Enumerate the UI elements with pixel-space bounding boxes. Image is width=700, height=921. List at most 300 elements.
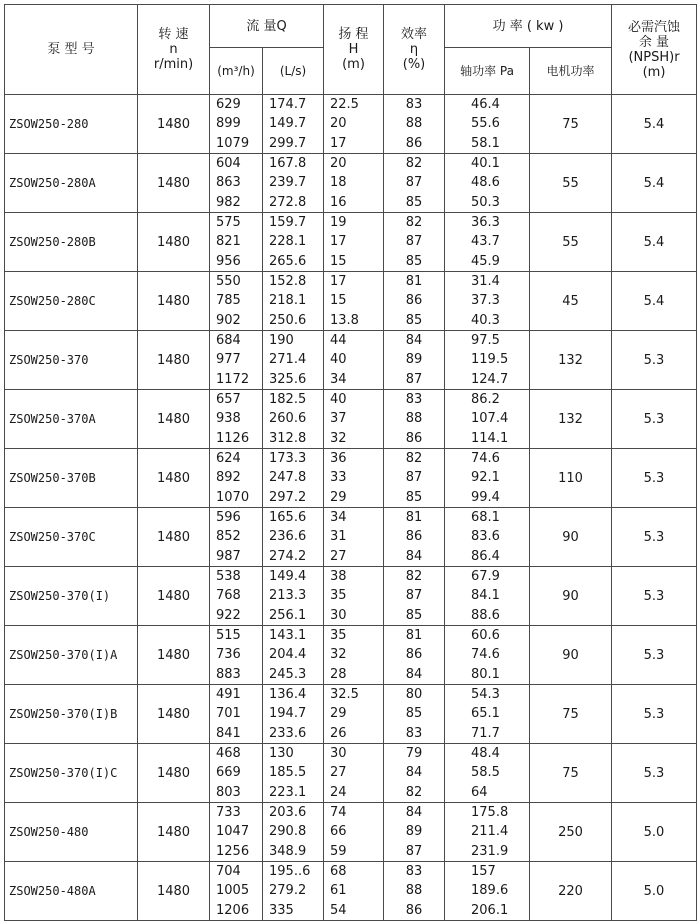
header-power: 功 率 ( kw ) [445, 5, 612, 48]
flow-m3h-value: 785 [216, 293, 241, 309]
table-row [5, 862, 697, 921]
flow-ls-cell [263, 508, 324, 567]
table-row [5, 272, 697, 331]
pump-model-cell: ZSOW250-370(I) [5, 567, 138, 626]
flow-ls-value: 256.1 [269, 607, 307, 623]
head-cell [324, 390, 384, 449]
head-value: 15 [330, 293, 347, 309]
flow-ls-value: 149.4 [269, 569, 307, 585]
header-motor-power: 电机功率 [530, 48, 612, 95]
efficiency-value: 88 [405, 883, 423, 899]
flow-ls-value: 195..6 [269, 864, 311, 880]
flow-m3h-value: 550 [216, 274, 241, 290]
flow-m3h-value: 1079 [216, 135, 250, 151]
head-cell [324, 862, 384, 921]
flow-m3h-value: 515 [216, 628, 241, 644]
flow-m3h-cell [210, 744, 263, 803]
shaft-power-value: 65.1 [471, 706, 500, 722]
head-value: 35 [330, 628, 347, 644]
npsh-cell: 5.4 [612, 272, 697, 331]
flow-m3h-value: 841 [216, 725, 241, 741]
head-value: 29 [330, 706, 347, 722]
efficiency-value: 88 [405, 116, 423, 132]
flow-ls-cell [263, 744, 324, 803]
flow-ls-value: 136.4 [269, 687, 307, 703]
flow-m3h-value: 1256 [216, 843, 250, 859]
shaft-power-value: 189.6 [471, 883, 509, 899]
header-speed [138, 5, 210, 95]
flow-ls-value: 213.3 [269, 588, 307, 604]
shaft-power-value: 68.1 [471, 510, 500, 526]
speed-cell: 1480 [138, 744, 210, 803]
efficiency-value: 85 [405, 253, 423, 269]
head-value: 61 [330, 883, 347, 899]
flow-ls-value: 297.2 [269, 489, 307, 505]
flow-m3h-value: 596 [216, 510, 241, 526]
flow-m3h-value: 821 [216, 234, 241, 250]
head-value: 40 [330, 352, 347, 368]
efficiency-cell [384, 567, 445, 626]
head-cell [324, 685, 384, 744]
flow-ls-value: 247.8 [269, 470, 307, 486]
motor-power-cell: 90 [530, 567, 612, 626]
flow-m3h-value: 701 [216, 706, 241, 722]
speed-cell: 1480 [138, 213, 210, 272]
head-value: 33 [330, 470, 347, 486]
motor-power-cell: 75 [530, 685, 612, 744]
header-eff-symbol: η [409, 42, 419, 57]
motor-power-cell: 75 [530, 95, 612, 154]
shaft-power-value: 97.5 [471, 333, 500, 349]
flow-ls-value: 152.8 [269, 274, 307, 290]
motor-power-cell: 132 [530, 390, 612, 449]
head-value: 20 [330, 156, 347, 172]
flow-ls-cell [263, 626, 324, 685]
efficiency-value: 82 [405, 215, 423, 231]
flow-ls-cell [263, 449, 324, 508]
header-speed-unit: r/min) [153, 57, 194, 72]
motor-power-cell: 220 [530, 862, 612, 921]
head-cell [324, 154, 384, 213]
head-value: 35 [330, 588, 347, 604]
efficiency-value: 86 [405, 135, 423, 151]
speed-cell: 1480 [138, 508, 210, 567]
head-value: 29 [330, 489, 347, 505]
head-value: 24 [330, 784, 347, 800]
flow-ls-value: 325.6 [269, 371, 307, 387]
flow-ls-cell [263, 567, 324, 626]
flow-ls-cell [263, 272, 324, 331]
pump-model-cell: ZSOW250-370C [5, 508, 138, 567]
flow-m3h-value: 736 [216, 647, 241, 663]
flow-ls-value: 194.7 [269, 706, 307, 722]
flow-ls-value: 173.3 [269, 451, 307, 467]
flow-ls-value: 260.6 [269, 411, 307, 427]
header-flow-ls: (L/s) [263, 48, 324, 95]
speed-cell: 1480 [138, 626, 210, 685]
shaft-power-value: 55.6 [471, 116, 500, 132]
speed-cell: 1480 [138, 95, 210, 154]
efficiency-value: 84 [405, 805, 423, 821]
table-row [5, 95, 697, 154]
npsh-cell: 5.4 [612, 95, 697, 154]
header-head [324, 5, 384, 95]
flow-m3h-value: 863 [216, 175, 241, 191]
flow-ls-value: 182.5 [269, 392, 307, 408]
flow-m3h-value: 733 [216, 805, 241, 821]
head-value: 31 [330, 529, 347, 545]
npsh-cell: 5.4 [612, 213, 697, 272]
head-value: 27 [330, 765, 347, 781]
flow-m3h-cell [210, 626, 263, 685]
flow-ls-cell [263, 390, 324, 449]
flow-ls-value: 239.7 [269, 175, 307, 191]
shaft-power-value: 74.6 [471, 647, 500, 663]
head-cell [324, 213, 384, 272]
head-value: 17 [330, 274, 347, 290]
flow-ls-value: 143.1 [269, 628, 307, 644]
efficiency-value: 84 [405, 548, 423, 564]
head-value: 40 [330, 392, 347, 408]
head-cell [324, 331, 384, 390]
shaft-power-cell [445, 803, 530, 862]
shaft-power-value: 58.1 [471, 135, 500, 151]
efficiency-value: 81 [405, 274, 423, 290]
shaft-power-value: 86.2 [471, 392, 500, 408]
pump-model-cell: ZSOW250-480A [5, 862, 138, 921]
head-cell [324, 626, 384, 685]
shaft-power-value: 124.7 [471, 371, 509, 387]
flow-m3h-value: 575 [216, 215, 241, 231]
flow-ls-value: 190 [269, 333, 294, 349]
flow-m3h-cell [210, 154, 263, 213]
npsh-cell: 5.3 [612, 449, 697, 508]
header-model: 泵 型 号 [5, 5, 138, 95]
npsh-cell: 5.3 [612, 390, 697, 449]
header-head-title: 扬 程 [338, 27, 369, 42]
flow-ls-value: 245.3 [269, 666, 307, 682]
head-value: 20 [330, 116, 347, 132]
efficiency-cell [384, 508, 445, 567]
efficiency-value: 87 [405, 470, 423, 486]
efficiency-cell [384, 744, 445, 803]
shaft-power-value: 88.6 [471, 607, 500, 623]
efficiency-value: 84 [405, 333, 423, 349]
flow-m3h-value: 604 [216, 156, 241, 172]
header-npsh-line3: (NPSH)r [628, 49, 680, 65]
head-value: 38 [330, 569, 347, 585]
head-value: 74 [330, 805, 347, 821]
efficiency-value: 86 [405, 902, 423, 918]
flow-ls-value: 290.8 [269, 824, 307, 840]
head-cell [324, 744, 384, 803]
efficiency-value: 86 [405, 430, 423, 446]
flow-m3h-cell [210, 685, 263, 744]
efficiency-value: 87 [405, 588, 423, 604]
flow-m3h-value: 468 [216, 746, 241, 762]
shaft-power-value: 36.3 [471, 215, 500, 231]
header-row-1 [5, 5, 697, 48]
head-value: 30 [330, 746, 347, 762]
header-head-unit: (m) [342, 57, 365, 72]
header-eff-unit: (%) [402, 57, 426, 72]
speed-cell: 1480 [138, 685, 210, 744]
header-speed-symbol: n [169, 42, 178, 57]
efficiency-value: 83 [405, 392, 423, 408]
flow-m3h-cell [210, 213, 263, 272]
head-value: 15 [330, 253, 347, 269]
shaft-power-value: 211.4 [471, 824, 509, 840]
shaft-power-value: 45.9 [471, 253, 500, 269]
efficiency-value: 88 [405, 411, 423, 427]
efficiency-value: 82 [405, 784, 423, 800]
shaft-power-value: 43.7 [471, 234, 500, 250]
header-shaft-power: 轴功率 Pa [445, 48, 530, 95]
speed-cell: 1480 [138, 331, 210, 390]
header-npsh-line4: (m) [642, 64, 666, 80]
flow-m3h-value: 922 [216, 607, 241, 623]
flow-m3h-value: 624 [216, 451, 241, 467]
pump-model-cell: ZSOW250-480 [5, 803, 138, 862]
npsh-cell: 5.0 [612, 862, 697, 921]
efficiency-value: 86 [405, 647, 423, 663]
shaft-power-value: 64 [471, 784, 488, 800]
shaft-power-cell [445, 508, 530, 567]
flow-m3h-value: 1005 [216, 883, 250, 899]
flow-ls-value: 159.7 [269, 215, 307, 231]
speed-cell: 1480 [138, 803, 210, 862]
header-npsh-line1: 必需汽蚀 [627, 19, 680, 35]
flow-m3h-value: 1172 [216, 371, 250, 387]
pump-model-cell: ZSOW250-370(I)C [5, 744, 138, 803]
flow-m3h-cell [210, 567, 263, 626]
shaft-power-cell [445, 272, 530, 331]
flow-m3h-value: 1047 [216, 824, 250, 840]
efficiency-value: 82 [405, 451, 423, 467]
flow-m3h-cell [210, 803, 263, 862]
table-row [5, 449, 697, 508]
flow-ls-value: 348.9 [269, 843, 307, 859]
flow-ls-value: 233.6 [269, 725, 307, 741]
flow-ls-cell [263, 803, 324, 862]
flow-ls-value: 203.6 [269, 805, 307, 821]
head-value: 36 [330, 451, 347, 467]
flow-ls-value: 271.4 [269, 352, 307, 368]
table-body [5, 95, 697, 921]
flow-m3h-value: 803 [216, 784, 241, 800]
header-speed-title: 转 速 [158, 27, 189, 42]
flow-ls-value: 185.5 [269, 765, 307, 781]
pump-spec-table [4, 4, 697, 921]
motor-power-cell: 55 [530, 213, 612, 272]
pump-model-cell: ZSOW250-370A [5, 390, 138, 449]
efficiency-cell [384, 331, 445, 390]
shaft-power-cell [445, 390, 530, 449]
shaft-power-value: 48.4 [471, 746, 500, 762]
motor-power-cell: 110 [530, 449, 612, 508]
efficiency-cell [384, 213, 445, 272]
efficiency-cell [384, 685, 445, 744]
efficiency-cell [384, 626, 445, 685]
head-value: 17 [330, 135, 347, 151]
head-value: 68 [330, 864, 347, 880]
pump-model-cell: ZSOW250-370 [5, 331, 138, 390]
efficiency-value: 85 [405, 489, 423, 505]
efficiency-value: 87 [405, 234, 423, 250]
efficiency-cell [384, 95, 445, 154]
speed-cell: 1480 [138, 567, 210, 626]
flow-ls-cell [263, 154, 324, 213]
efficiency-value: 83 [405, 97, 423, 113]
flow-m3h-cell [210, 272, 263, 331]
flow-m3h-value: 1206 [216, 902, 250, 918]
flow-m3h-value: 899 [216, 116, 241, 132]
pump-model-cell: ZSOW250-280 [5, 95, 138, 154]
table-row [5, 331, 697, 390]
flow-m3h-value: 1070 [216, 489, 250, 505]
flow-m3h-cell [210, 95, 263, 154]
efficiency-value: 85 [405, 607, 423, 623]
table-row [5, 685, 697, 744]
pump-model-cell: ZSOW250-280C [5, 272, 138, 331]
pump-model-cell: ZSOW250-370B [5, 449, 138, 508]
flow-m3h-value: 956 [216, 253, 241, 269]
efficiency-value: 79 [405, 746, 423, 762]
header-npsh [612, 5, 697, 95]
head-value: 32 [330, 430, 347, 446]
header-head-symbol: H [348, 42, 359, 57]
motor-power-cell: 75 [530, 744, 612, 803]
shaft-power-value: 84.1 [471, 588, 500, 604]
shaft-power-value: 119.5 [471, 352, 509, 368]
flow-ls-cell [263, 862, 324, 921]
flow-m3h-value: 883 [216, 666, 241, 682]
head-value: 18 [330, 175, 347, 191]
flow-ls-value: 250.6 [269, 312, 307, 328]
speed-cell: 1480 [138, 390, 210, 449]
efficiency-value: 87 [405, 175, 423, 191]
head-cell [324, 95, 384, 154]
shaft-power-value: 48.6 [471, 175, 500, 191]
flow-m3h-value: 977 [216, 352, 241, 368]
flow-m3h-cell [210, 390, 263, 449]
npsh-cell: 5.3 [612, 685, 697, 744]
efficiency-value: 82 [405, 156, 423, 172]
pump-model-cell: ZSOW250-280A [5, 154, 138, 213]
flow-m3h-value: 538 [216, 569, 241, 585]
shaft-power-value: 46.4 [471, 97, 500, 113]
efficiency-value: 81 [405, 510, 423, 526]
efficiency-value: 87 [405, 843, 423, 859]
efficiency-value: 80 [405, 687, 423, 703]
flow-ls-value: 272.8 [269, 194, 307, 210]
shaft-power-value: 175.8 [471, 805, 509, 821]
flow-ls-value: 265.6 [269, 253, 307, 269]
flow-m3h-value: 987 [216, 548, 241, 564]
flow-m3h-value: 669 [216, 765, 241, 781]
pump-model-cell: ZSOW250-370(I)B [5, 685, 138, 744]
table-row [5, 213, 697, 272]
speed-cell: 1480 [138, 272, 210, 331]
efficiency-cell [384, 154, 445, 213]
header-npsh-line2: 余 量 [638, 34, 670, 50]
shaft-power-cell [445, 862, 530, 921]
efficiency-value: 84 [405, 666, 423, 682]
head-cell [324, 567, 384, 626]
efficiency-value: 86 [405, 293, 423, 309]
shaft-power-cell [445, 744, 530, 803]
flow-ls-cell [263, 331, 324, 390]
shaft-power-value: 31.4 [471, 274, 500, 290]
flow-ls-value: 204.4 [269, 647, 307, 663]
flow-ls-value: 279.2 [269, 883, 307, 899]
table-row [5, 390, 697, 449]
efficiency-value: 85 [405, 706, 423, 722]
table-row [5, 154, 697, 213]
flow-m3h-cell [210, 508, 263, 567]
table-row [5, 508, 697, 567]
flow-m3h-value: 852 [216, 529, 241, 545]
efficiency-value: 83 [405, 725, 423, 741]
head-cell [324, 803, 384, 862]
flow-m3h-cell [210, 862, 263, 921]
shaft-power-cell [445, 449, 530, 508]
shaft-power-value: 54.3 [471, 687, 500, 703]
head-value: 19 [330, 215, 347, 231]
shaft-power-value: 50.3 [471, 194, 500, 210]
efficiency-cell [384, 449, 445, 508]
shaft-power-value: 37.3 [471, 293, 500, 309]
flow-m3h-cell [210, 449, 263, 508]
flow-ls-value: 223.1 [269, 784, 307, 800]
flow-ls-cell [263, 95, 324, 154]
head-value: 66 [330, 824, 347, 840]
shaft-power-value: 157 [471, 864, 496, 880]
head-value: 27 [330, 548, 347, 564]
flow-m3h-value: 768 [216, 588, 241, 604]
shaft-power-cell [445, 626, 530, 685]
shaft-power-cell [445, 154, 530, 213]
flow-ls-value: 228.1 [269, 234, 307, 250]
head-value: 13.8 [330, 312, 359, 328]
efficiency-value: 84 [405, 765, 423, 781]
shaft-power-value: 86.4 [471, 548, 500, 564]
npsh-cell: 5.3 [612, 626, 697, 685]
head-value: 16 [330, 194, 347, 210]
flow-m3h-value: 684 [216, 333, 241, 349]
npsh-cell: 5.3 [612, 331, 697, 390]
header-efficiency [384, 5, 445, 95]
flow-ls-value: 236.6 [269, 529, 307, 545]
flow-ls-value: 167.8 [269, 156, 307, 172]
flow-m3h-value: 902 [216, 312, 241, 328]
shaft-power-value: 40.3 [471, 312, 500, 328]
table-row [5, 744, 697, 803]
npsh-cell: 5.3 [612, 508, 697, 567]
head-value: 34 [330, 371, 347, 387]
flow-m3h-value: 938 [216, 411, 241, 427]
flow-m3h-value: 982 [216, 194, 241, 210]
flow-m3h-value: 657 [216, 392, 241, 408]
motor-power-cell: 45 [530, 272, 612, 331]
head-value: 34 [330, 510, 347, 526]
shaft-power-cell [445, 95, 530, 154]
flow-ls-value: 299.7 [269, 135, 307, 151]
shaft-power-value: 74.6 [471, 451, 500, 467]
head-value: 37 [330, 411, 347, 427]
motor-power-cell: 90 [530, 626, 612, 685]
shaft-power-value: 83.6 [471, 529, 500, 545]
